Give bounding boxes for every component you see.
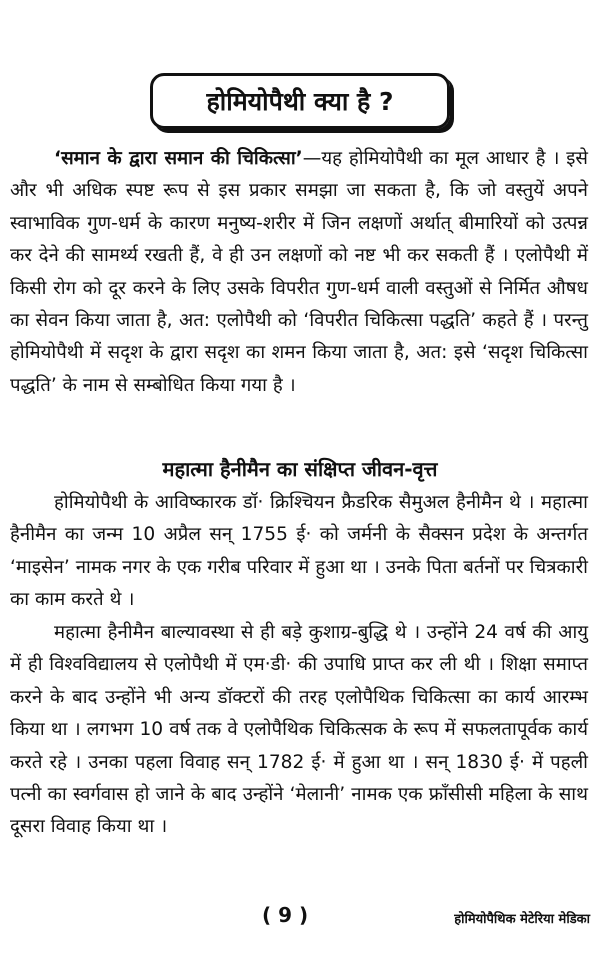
page-title: होमियोपैथी क्या है ? xyxy=(206,87,394,116)
paragraph-1-text: —यह होमियोपैथी का मूल आधार है । इसे और भी अधिक स्पष्ट रूप से इस प्रकार समझा जा सकता है, कि जो वस्तुयें अपने स्वाभाविक गुण-धर्म के कारण मनुष्य-शरीर में जिन लक्षणों अर्थात् बीमारियों को उत्पन्न कर देने की सामर्थ्य रखती हैं, वे ही उन लक्षणों को नष्ट भी कर सकती हैं । एलोपैथी में किसी रोग को दूर करने के लिए उसके विपरीत गुण-धर्म वाली वस्तुओं से निर्मित औषध का सेवन किया जाता है, अत: एलोपैथी को ‘विपरीत चिकित्सा पद्धति’ कहते हैं । परन्तु होमियोपैथी में सदृश के द्वारा सदृश का शमन किया जाता है, अत: इसे ‘सदृश चिकित्सा पद्धति’ के नाम से सम्बोधित किया गया है । xyxy=(10,148,588,396)
principle-quote: ‘समान के द्वारा समान की चिकित्सा’ xyxy=(54,148,303,169)
title-box xyxy=(150,73,450,129)
paragraph-hahnemann-career: महात्मा हैनीमैन बाल्यावस्था से ही बड़े कुशाग्र-बुद्धि थे । उन्होंने 24 वर्ष की आयु में ही विश्वविद्यालय से एलोपैथी में एम·डी· की उपाधि प्राप्त कर ली थी । शिक्षा समाप्त करने के बाद उन्होंने भी अन्य डॉक्टरों की तरह एलोपैथिक चिकित्सा का कार्य आरम्भ किया था । लगभग 10 वर्ष तक वे एलोपैथिक चिकित्सक के रूप में सफलतापूर्वक कार्य करते रहे । उनका पहला विवाह सन् 1782 ई· में हुआ था । सन् 1830 ई· में पहली पत्नी का स्वर्गवास हो जाने के बाद उन्होंने ‘मेलानी’ नामक एक फ्राँसीसी महिला के साथ दूसरा विवाह किया था । xyxy=(10,622,588,838)
section-heading-biography: महात्मा हैनीमैन का संक्षिप्त जीवन-वृत्त xyxy=(162,457,438,481)
paragraph-homeopathy-definition xyxy=(10,143,588,402)
running-book-title: होमियोपैथिक मेटेरिया मेडिका xyxy=(454,912,590,927)
page-number: ( 9 ) xyxy=(262,903,309,927)
page-footer xyxy=(0,903,600,943)
paragraph-hahnemann-birth: होमियोपैथी के आविष्कारक डॉ· क्रिश्चियन फ्रैडरिक सैमुअल हैनीमैन थे । महात्मा हैनीमैन का जन्म 10 अप्रैल सन् 1755 ई· को जर्मनी के सैक्सन प्रदेश के अन्तर्गत ‘माइसेन’ नामक नगर के एक गरीब परिवार में हुआ था । उनके पिता बर्तनों पर चित्रकारी का काम करते थे । xyxy=(10,492,588,611)
